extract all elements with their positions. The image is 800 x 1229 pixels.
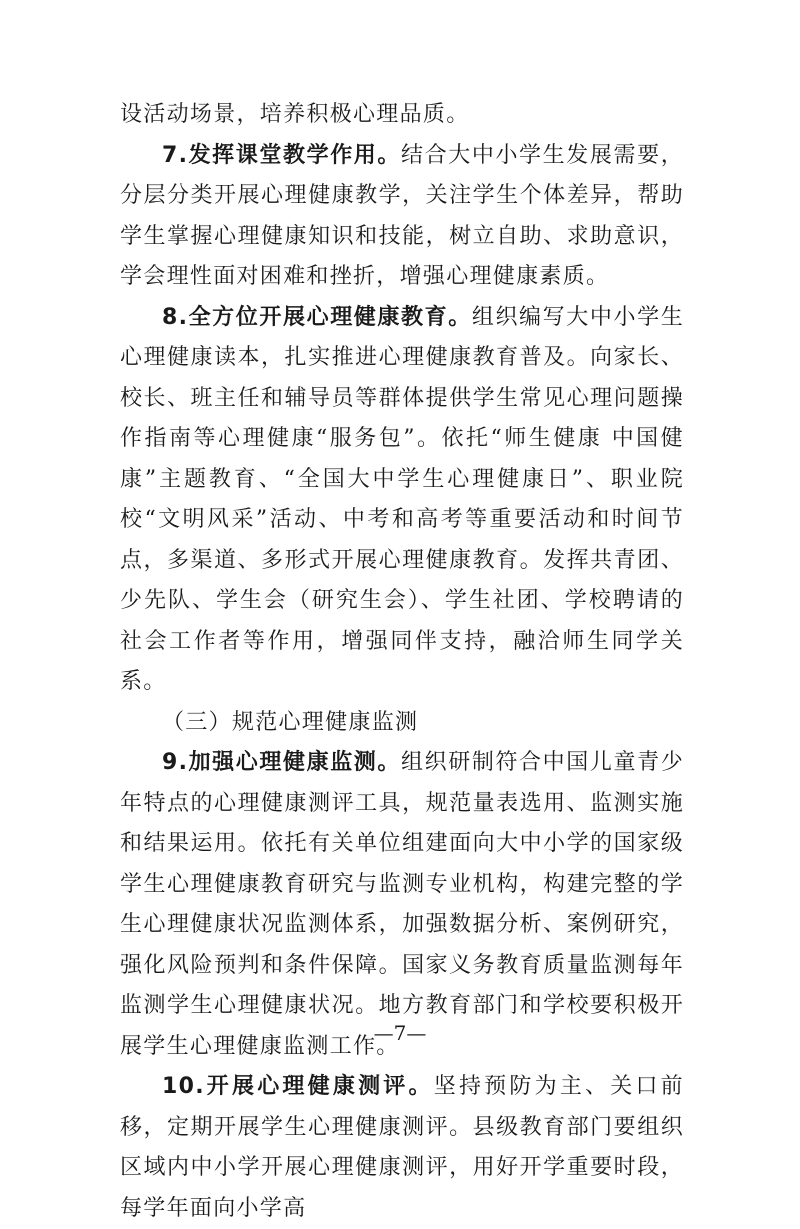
section-heading: （三）规范心理健康监测 bbox=[162, 709, 419, 735]
paragraph-text: 组织研制符合中国儿童青少年特点的心理健康测评工具，规范量表选用、监测实施和结果运用。依托有关单位组建面向大中小学的国家级学生心理健康教育研究与监测专业机构，构建完整的学生心理健康状况监测体系，加强数据分析、案例研究，强化风险预判和条件保障。国家义务教育质量监测每年监测学生心理健康状况。地方教育部门和学校要积极开展学生心理健康监测工作。 bbox=[120, 750, 684, 1059]
paragraph-heading: 8.全方位开展心理健康教育。 bbox=[162, 304, 472, 330]
paragraph-text: 组织编写大中小学生心理健康读本，扎实推进心理健康教育普及。向家长、校长、班主任和辅导员等群体提供学生常见心理问题操作指南等心理健康“服务包”。依托“师生健康 中国健康”主题教育、“全国大中学生心理健康日”、职业院校“文明风采”活动、中考和高考等重要活动和时间节点，多渠道、多形式开展心理健康教育。发挥共青团、少先队、学生会（研究生会）、学生社团、学校聘请的社会工作者等作用，增强同伴支持，融洽师生同学关系。 bbox=[120, 304, 684, 694]
paragraph-text: 坚持预防为主、关口前移，定期开展学生心理健康测评。县级教育部门要组织区域内中小学开展心理健康测评，用好开学重要时段，每学年面向小学高 bbox=[120, 1074, 684, 1221]
page-number: —7— bbox=[373, 1021, 427, 1045]
document-body bbox=[120, 95, 684, 1229]
paragraph-10 bbox=[120, 1067, 684, 1229]
paragraph-text: 结合大中小学生发展需要，分层分类开展心理健康教学，关注学生个体差异，帮助学生掌握心理健康知识和技能，树立自助、求助意识，学会理性面对困难和挫折，增强心理健康素质。 bbox=[120, 142, 684, 289]
paragraph-9 bbox=[120, 743, 684, 1067]
paragraph-continuation bbox=[120, 95, 684, 136]
paragraph-heading: 7.发挥课堂教学作用。 bbox=[162, 142, 402, 168]
paragraph-text: 设活动场景，培养积极心理品质。 bbox=[120, 102, 470, 127]
paragraph-8 bbox=[120, 298, 684, 703]
paragraph-heading: 9.加强心理健康监测。 bbox=[162, 750, 402, 775]
paragraph-heading: 10.开展心理健康测评。 bbox=[162, 1074, 434, 1099]
paragraph-7 bbox=[120, 136, 684, 298]
